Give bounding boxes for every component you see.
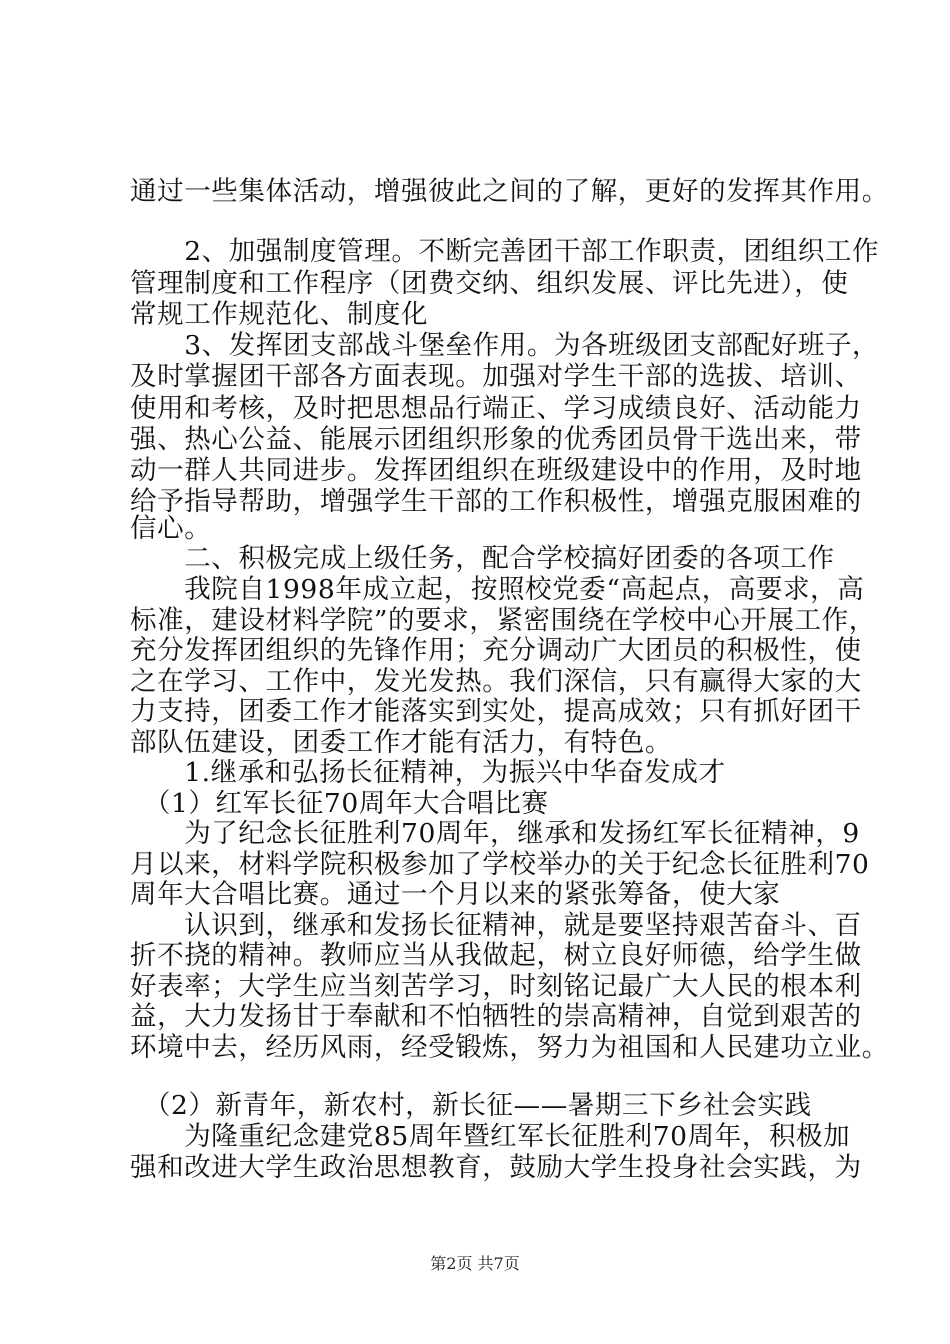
- text-line: 常规工作规范化、制度化: [130, 299, 429, 330]
- text-line: 好表率；大学生应当刻苦学习，时刻铭记最广大人民的根本利: [130, 971, 862, 1002]
- text-line: 认识到，继承和发扬长征精神，就是要坚持艰苦奋斗、百: [130, 910, 862, 941]
- text-line: 环境中去，经历风雨，经受锻炼，努力为祖国和人民建功立业。: [130, 1032, 889, 1063]
- text-line: 动一群人共同进步。发挥团组织在班级建设中的作用，及时地: [130, 455, 862, 486]
- text-line: 标准，建设材料学院”的要求，紧密围绕在学校中心开展工作，: [130, 605, 876, 636]
- text-line: 部队伍建设，团委工作才能有活力，有特色。: [130, 727, 672, 758]
- text-line: 充分发挥团组织的先锋作用；充分调动广大团员的积极性，使: [130, 635, 862, 666]
- subsection-heading: 1.继承和弘扬长征精神，为振兴中华奋发成才: [130, 757, 726, 788]
- text-line: 2、加强制度管理。不断完善团干部工作职责，团组织工作: [130, 236, 880, 267]
- text-line: 我院自1998年成立起，按照校党委“高起点，高要求，高: [130, 574, 865, 605]
- text-line: 强和改进大学生政治思想教育，鼓励大学生投身社会实践，为: [130, 1152, 862, 1183]
- text-line: 为隆重纪念建党85周年暨红军长征胜利70周年，积极加: [130, 1121, 851, 1152]
- section-heading: 二、积极完成上级任务，配合学校搞好团委的各项工作: [130, 543, 835, 574]
- text-line: 力支持，团委工作才能落实到实处，提高成效；只有抓好团干: [130, 696, 862, 727]
- text-line: 通过一些集体活动，增强彼此之间的了解，更好的发挥其作用。: [130, 176, 889, 207]
- text-line: 强、热心公益、能展示团组织形象的优秀团员骨干选出来，带: [130, 424, 862, 455]
- text-line: 信心。: [130, 513, 212, 544]
- text-line: 益，大力发扬甘于奉献和不怕牺牲的崇高精神，自觉到艰苦的: [130, 1001, 862, 1032]
- text-line: 给予指导帮助，增强学生干部的工作积极性，增强克服困难的: [130, 486, 862, 517]
- text-line: 之在学习、工作中，发光发热。我们深信，只有赢得大家的大: [130, 666, 862, 697]
- text-line: 为了纪念长征胜利70周年，继承和发扬红军长征精神，9: [130, 818, 860, 849]
- page-footer: 第2页 共7页: [430, 1254, 520, 1273]
- subsection-heading: （2）新青年，新农村，新长征——暑期三下乡社会实践: [130, 1090, 812, 1121]
- text-line: 管理制度和工作程序（团费交纳、组织发展、评比先进），使: [130, 268, 849, 299]
- text-line: 月以来，材料学院积极参加了学校举办的关于纪念长征胜利70: [130, 849, 870, 880]
- text-line: 3、发挥团支部战斗堡垒作用。为各班级团支部配好班子，: [130, 330, 880, 361]
- text-line: 折不挠的精神。教师应当从我做起，树立良好师德，给学生做: [130, 940, 862, 971]
- subsection-heading: （1）红军长征70周年大合唱比赛: [130, 788, 549, 819]
- text-line: 使用和考核，及时把思想品行端正、学习成绩良好、活动能力: [130, 393, 862, 424]
- text-line: 周年大合唱比赛。通过一个月以来的紧张筹备，使大家: [130, 879, 781, 910]
- text-line: 及时掌握团干部各方面表现。加强对学生干部的选拔、培训、: [130, 361, 862, 392]
